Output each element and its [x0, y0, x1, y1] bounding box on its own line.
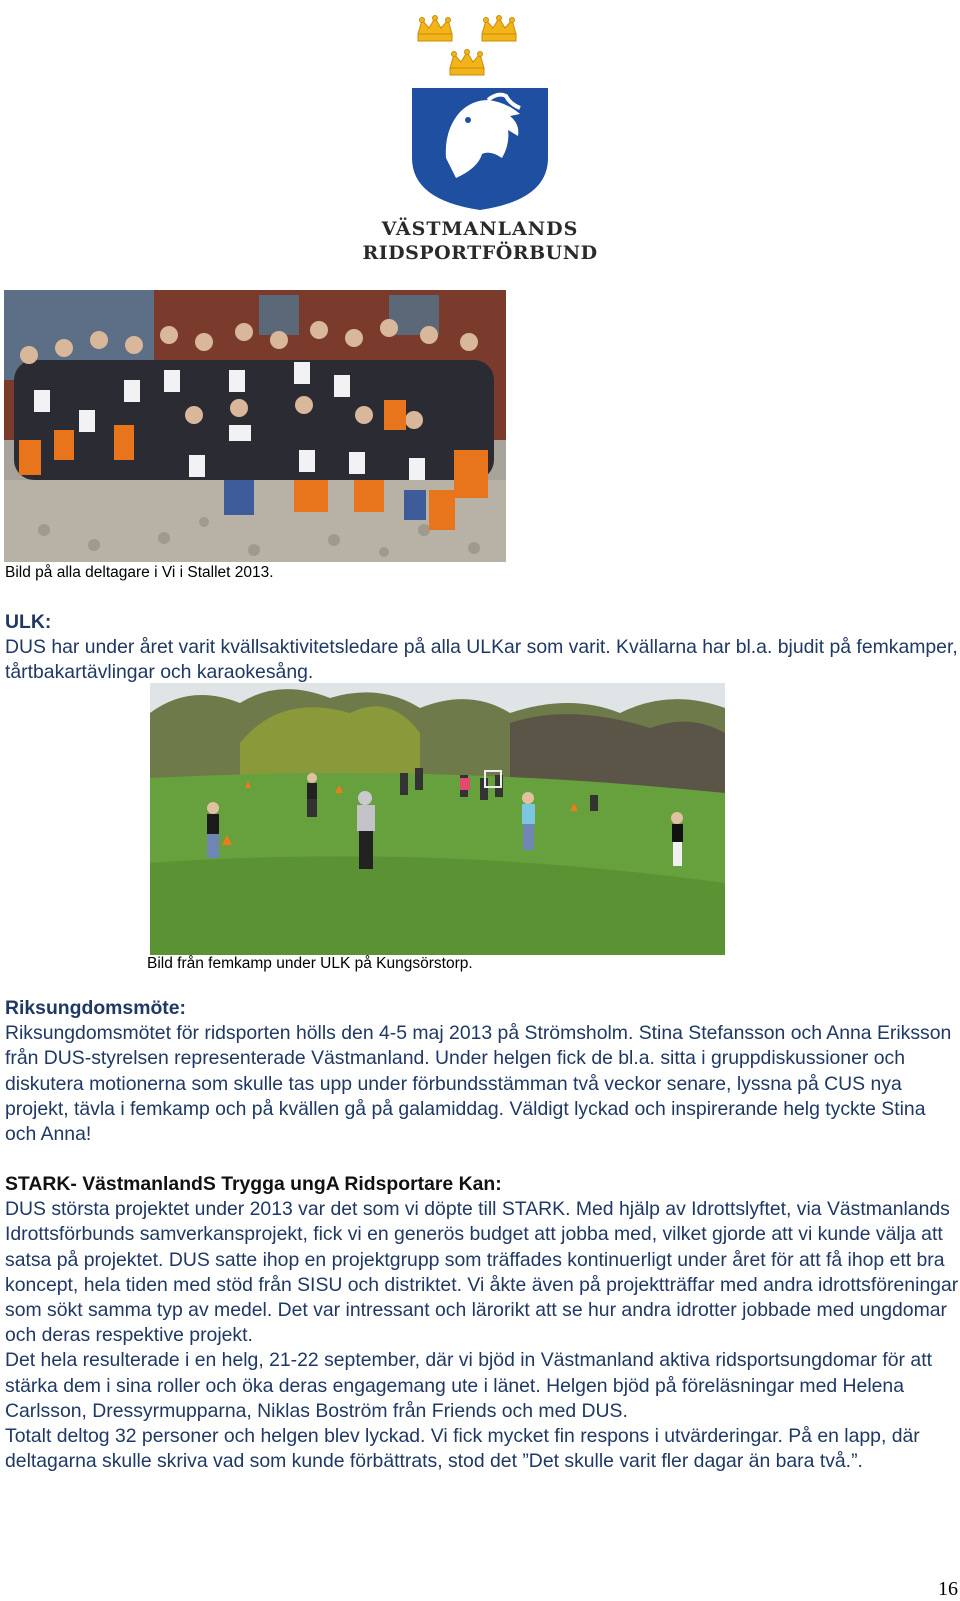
- group-photo: [4, 290, 506, 562]
- section-riksungdomsmote: [5, 996, 960, 1147]
- section-stark: [5, 1172, 960, 1474]
- coat-of-arms-icon: [360, 8, 600, 213]
- stark-paragraph-2: Det hela resulterade i en helg, 21-22 september, där vi bjöd in Västmanland aktiva ridsportsungdomar för att stärka dem i sina roller och öka deras engagemang ute i länet. Helgen bjöd på föreläsningar med Helena Carlsson, Dressyrmupparna, Niklas Boström från Friends och med DUS.: [5, 1349, 932, 1422]
- ulk-body: DUS har under året varit kvällsaktivitetsledare på alla ULKar som varit. Kvällarna har bl.a. bjudit på femkamper, tårtbakartävlingar och karaokesång.: [5, 636, 958, 684]
- federation-logo: [360, 8, 600, 266]
- section-ulk: [5, 610, 960, 686]
- field-photo: [150, 683, 725, 955]
- ulk-heading: ULK:: [5, 611, 52, 633]
- riks-heading: Riksungdomsmöte:: [5, 997, 186, 1019]
- stark-heading: STARK- VästmanlandS Trygga ungA Ridsportare Kan:: [5, 1173, 502, 1195]
- stark-paragraph-1: DUS största projektet under 2013 var det som vi döpte till STARK. Med hjälp av Idrottslyftet, via Västmanlands Idrottsförbunds samverkansprojekt, fick vi en generös budget att jobba med, vilket gjorde att vi kunde välja att satsa på projektet. DUS satte ihop en projektgrupp som träffades kontinuerligt under året för att få ihop ett bra koncept, hela tiden med stöd från SISU och distriktet. Vi åkte även på projektträffar med andra idrottsföreningar som sökt samma typ av medel. Det var intressant och lärorikt att se hur andra idrotter jobbade med ungdomar och deras respektive projekt.: [5, 1198, 959, 1347]
- page-number: 16: [938, 1578, 958, 1600]
- riks-body: Riksungdomsmötet för ridsporten hölls den 4-5 maj 2013 på Strömsholm. Stina Stefansson och Anna Eriksson från DUS-styrelsen representerade Västmanland. Under helgen fick de bl.a. sitta i gruppdiskussioner och diskutera motionerna som skulle tas upp under förbundsstämman två veckor senare, lyssna på CUS nya projekt, tävla i femkamp och på kvällen gå på galamiddag. Väldigt lyckad och inspirerande helg tyckte Stina och Anna!: [5, 1022, 952, 1146]
- logo-text-line2: RIDSPORTFÖRBUND: [362, 242, 598, 264]
- group-photo-caption: Bild på alla deltagare i Vi i Stallet 2013.: [5, 564, 274, 581]
- stark-paragraph-3: Totalt deltog 32 personer och helgen blev lyckad. Vi fick mycket fin respons i utvärderingar. På en lapp, där deltagarna skulle skriva vad som kunde förbättrats, stod det ”Det skulle varit fler dagar än bara två.”.: [5, 1425, 920, 1473]
- logo-text-line1: VÄSTMANLANDS: [381, 218, 579, 240]
- field-photo-caption: Bild från femkamp under ULK på Kungsörstorp.: [147, 955, 473, 972]
